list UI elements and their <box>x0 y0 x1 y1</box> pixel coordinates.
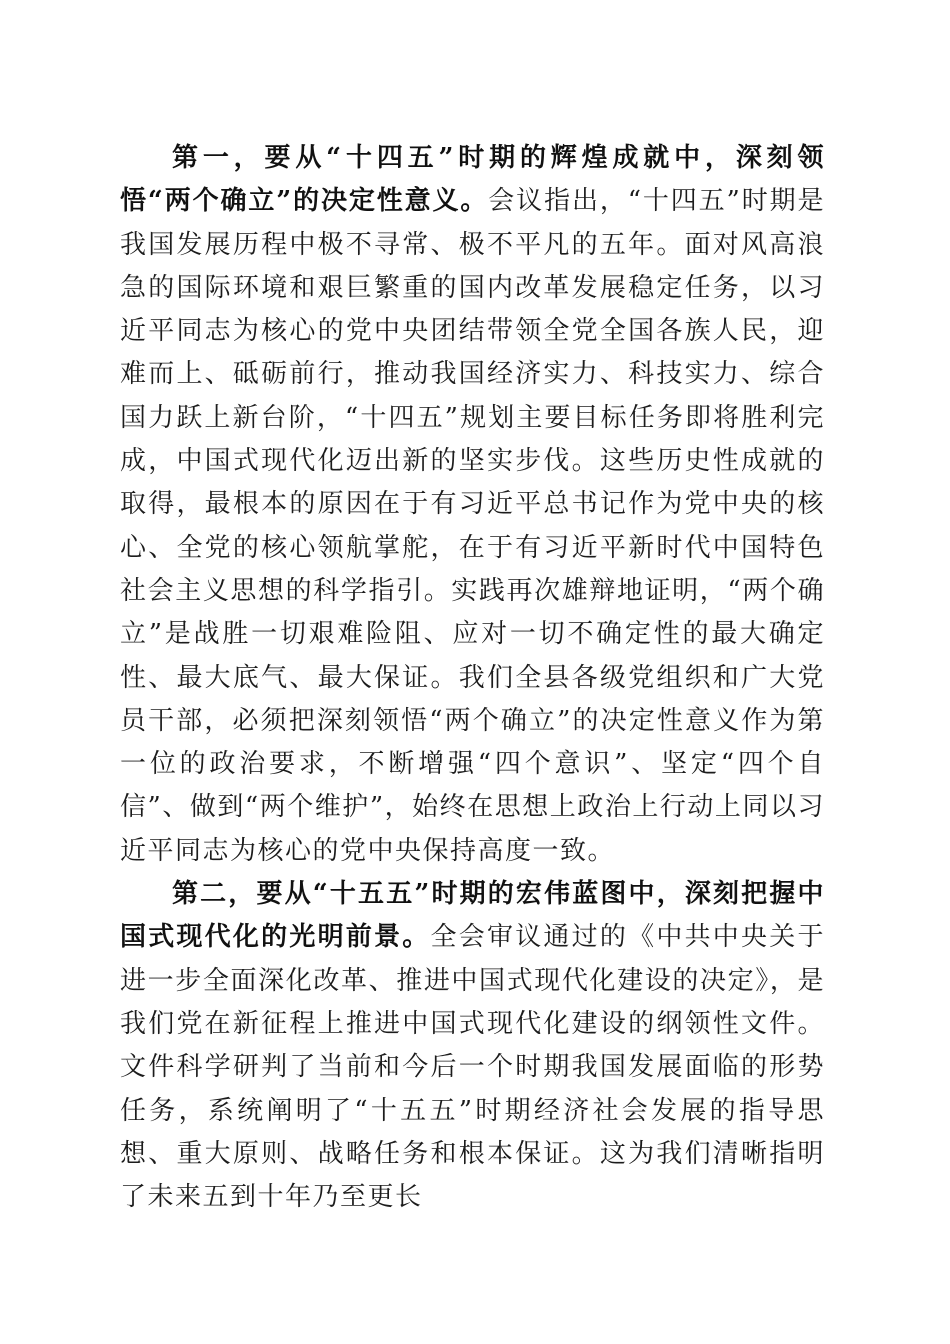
paragraph-2-body: 全会审议通过的《中共中央关于进一步全面深化改革、推进中国式现代化建设的决定》，是我们党在新征程上推进中国式现代化建设的纲领性文件。文件科学研判了当前和今后一个时期我国发展面临的形势任务，系统阐明了“十五五”时期经济社会发展的指导思想、重大原则、战略任务和根本保证。这为我们清晰指明了未来五到十年乃至更长 <box>120 922 825 1213</box>
paragraph-2-lead: 第二，要从“十五五”时期的宏伟蓝图中，深刻把握中国式现代化的光明前景。 <box>120 879 825 953</box>
document-body <box>120 137 825 1219</box>
paragraph-1 <box>120 137 825 873</box>
paragraph-1-body: 会议指出，“十四五”时期是我国发展历程中极不寻常、极不平凡的五年。面对风高浪急的国际环境和艰巨繁重的国内改革发展稳定任务，以习近平同志为核心的党中央团结带领全党全国各族人民，迎难而上、砥砺前行，推动我国经济实力、科技实力、综合国力跃上新台阶，“十四五”规划主要目标任务即将胜利完成，中国式现代化迈出新的坚实步伐。这些历史性成就的取得，最根本的原因在于有习近平总书记作为党中央的核心、全党的核心领航掌舵，在于有习近平新时代中国特色社会主义思想的科学指引。实践再次雄辩地证明，“两个确立”是战胜一切艰难险阻、应对一切不确定性的最大确定性、最大底气、最大保证。我们全县各级党组织和广大党员干部，必须把深刻领悟“两个确立”的决定性意义作为第一位的政治要求，不断增强“四个意识”、坚定“四个自信”、做到“两个维护”，始终在思想上政治上行动上同以习近平同志为核心的党中央保持高度一致。 <box>120 186 825 866</box>
paragraph-1-lead: 第一，要从“十四五”时期的辉煌成就中，深刻领悟“两个确立”的决定性意义。 <box>120 143 825 217</box>
paragraph-2 <box>120 873 825 1219</box>
